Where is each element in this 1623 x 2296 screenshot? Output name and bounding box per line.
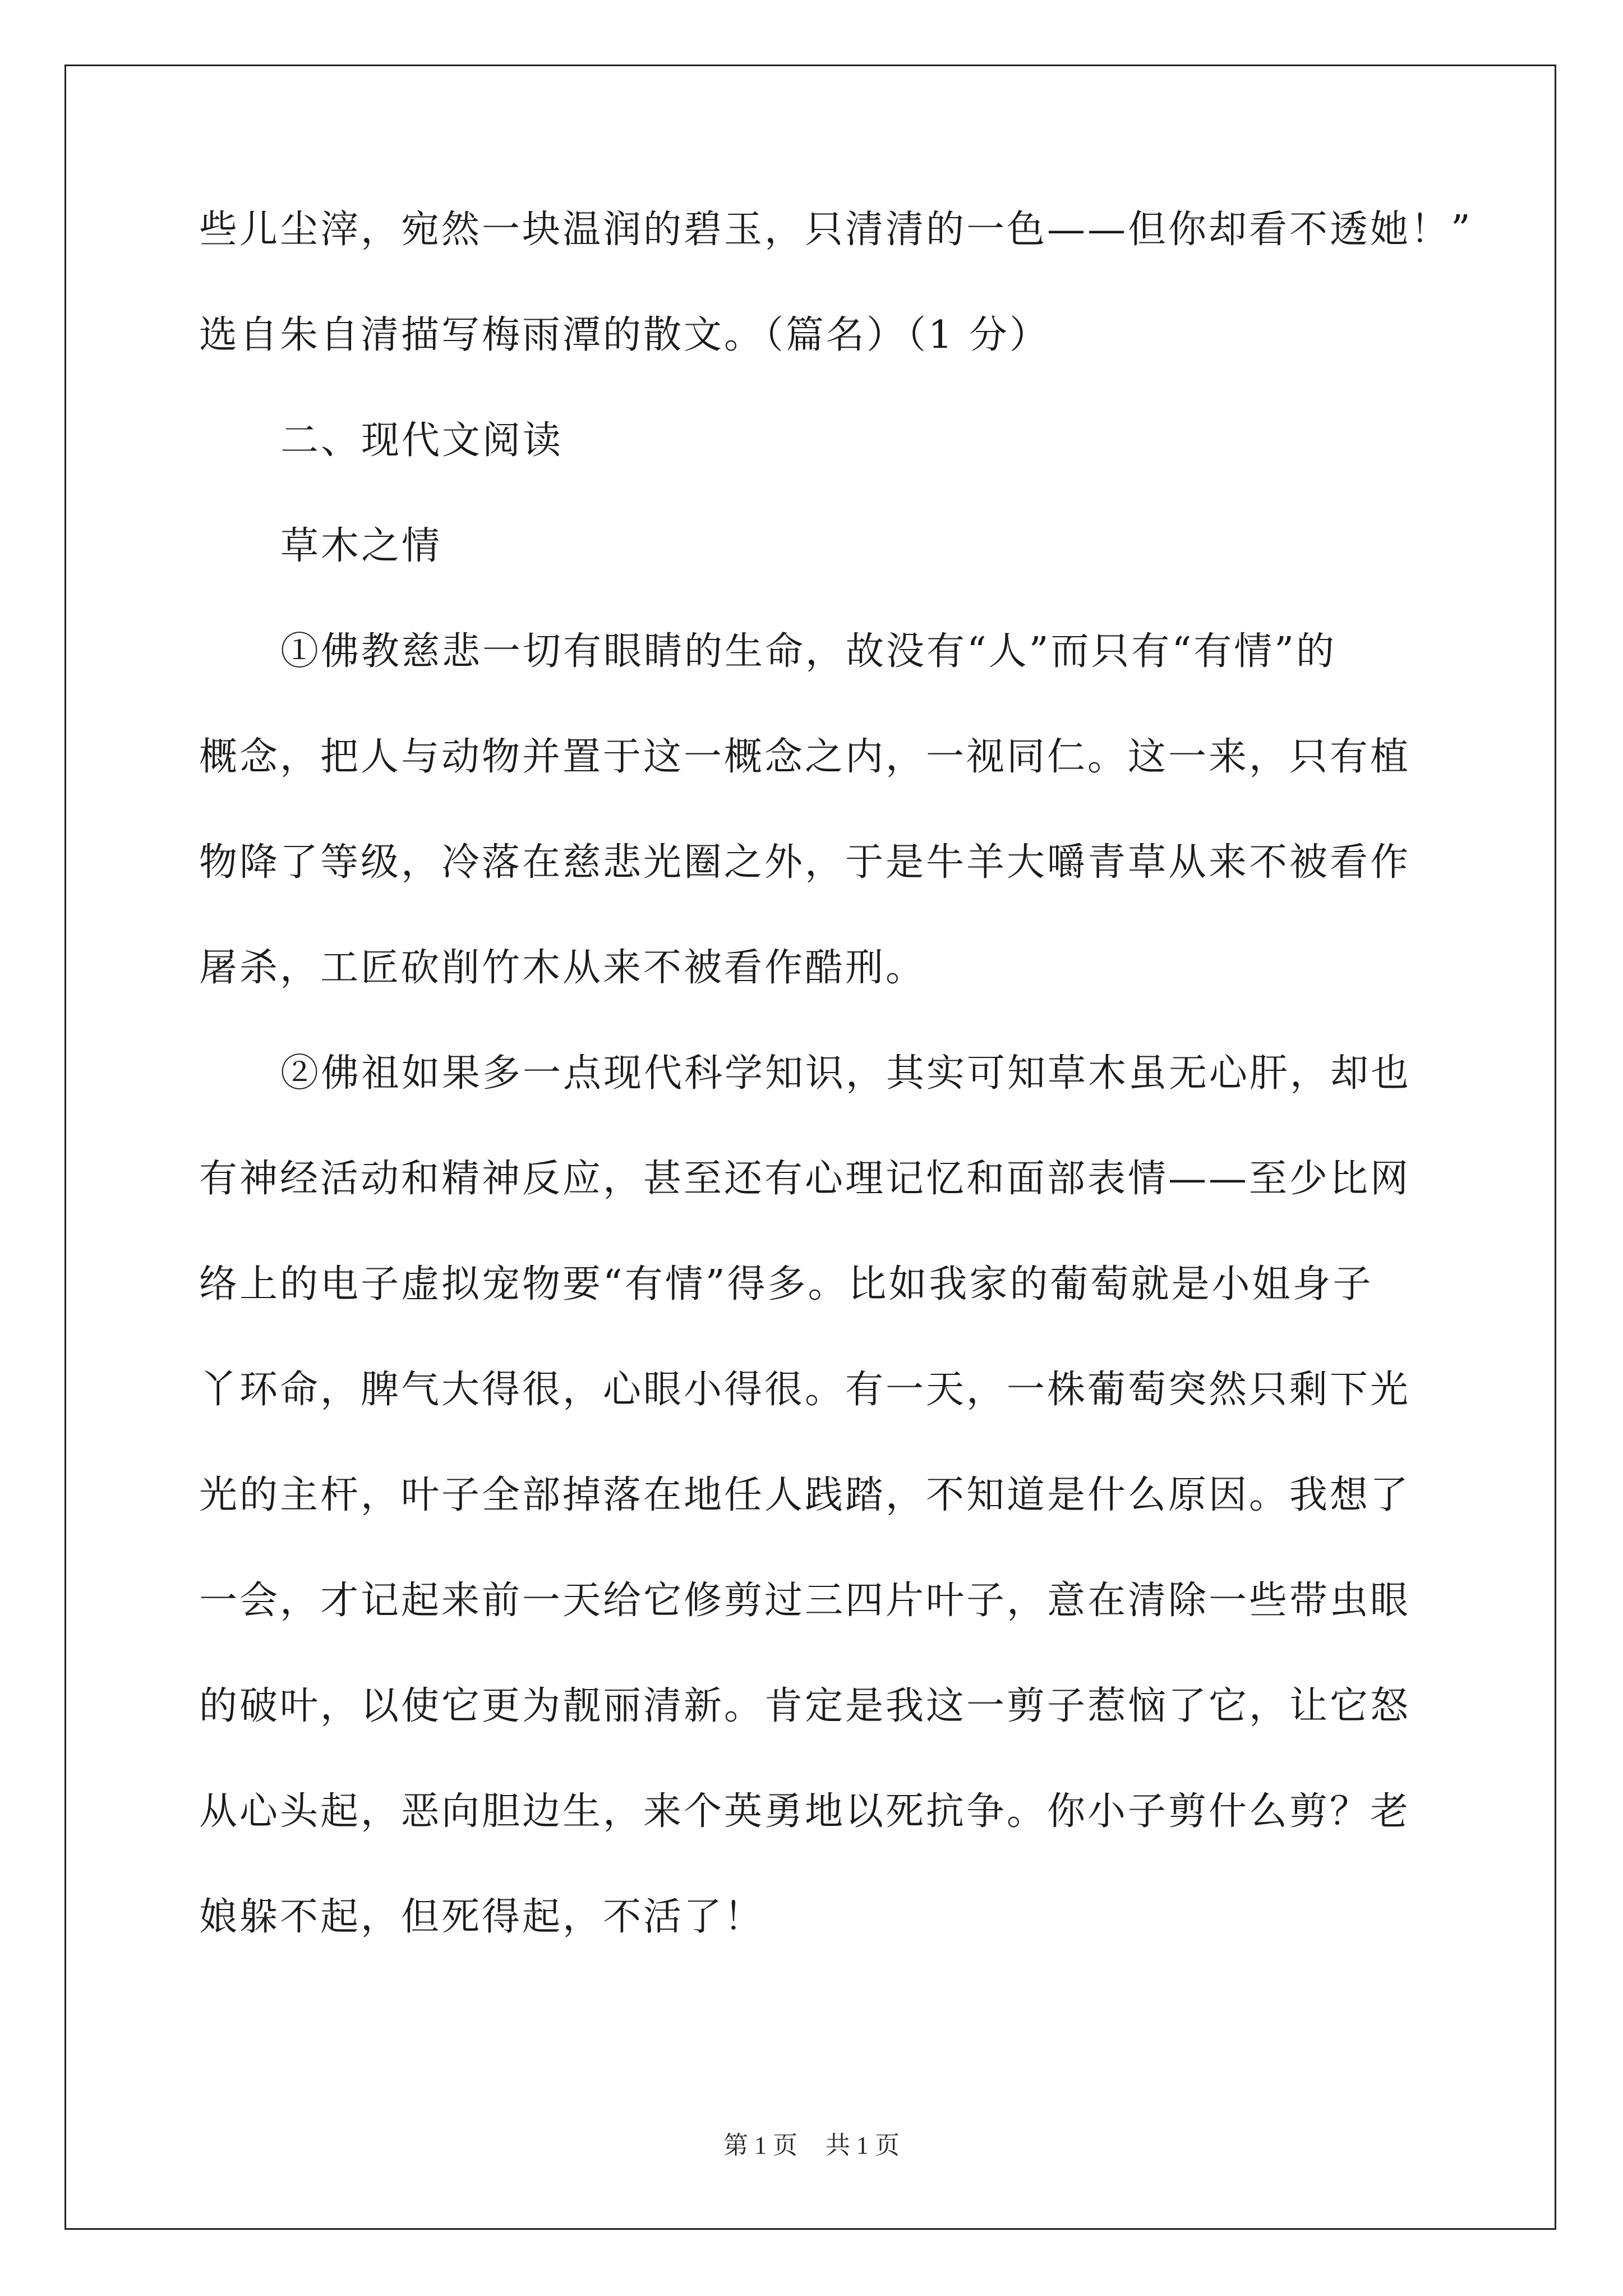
paragraph-2-line: 丫环命，脾气大得很，心眼小得很。有一天，一株葡萄突然只剩下光 — [199, 1368, 1411, 1412]
paragraph-2-line: 的破叶，以使它更为靓丽清新。肯定是我这一剪子惹恼了它，让它怒 — [199, 1684, 1411, 1728]
intro-line: 些儿尘滓，宛然一块温润的碧玉，只清清的一色——但你却看不透她！” — [199, 208, 1473, 252]
paragraph-2-line: 有神经活动和精神反应，甚至还有心理记忆和面部表情——至少比网 — [199, 1157, 1411, 1201]
paragraph-2-line: 络上的电子虚拟宠物要“有情”得多。比如我家的葡萄就是小姐身子 — [199, 1262, 1373, 1306]
page-footer — [0, 2125, 1623, 2161]
paragraph-1-line: ①佛教慈悲一切有眼睛的生命，故没有“人”而只有“有情”的 — [280, 629, 1337, 674]
paragraph-2-line: 娘躲不起，但死得起，不活了！ — [199, 1895, 765, 1939]
intro-line: 选自朱自清描写梅雨潭的散文。（篇名）（1 分） — [199, 313, 1050, 357]
paragraph-2-line: 光的主杆，叶子全部掉落在地任人践踏，不知道是什么原因。我想了 — [199, 1473, 1411, 1517]
page-number-total: 共 1 页 — [826, 2132, 900, 2159]
paragraph-1-line: 概念，把人与动物并置于这一概念之内，一视同仁。这一来，只有植 — [199, 735, 1411, 779]
paragraph-2-line: ②佛祖如果多一点现代科学知识，其实可知草木虽无心肝，却也 — [280, 1051, 1412, 1096]
paragraph-2-line: 从心头起，恶向胆边生，来个英勇地以死抗争。你小子剪什么剪？老 — [199, 1789, 1411, 1834]
article-title: 草木之情 — [280, 524, 442, 568]
document-body — [199, 202, 1473, 1995]
section-heading: 二、现代文阅读 — [280, 418, 564, 463]
page-number-current: 第 1 页 — [723, 2132, 797, 2159]
paragraph-1-line: 物降了等级，冷落在慈悲光圈之外，于是牛羊大嚼青草从来不被看作 — [199, 840, 1411, 885]
paragraph-1-line: 屠杀，工匠砍削竹木从来不被看作酷刑。 — [199, 946, 926, 990]
paragraph-2-line: 一会，才记起来前一天给它修剪过三四片叶子，意在清除一些带虫眼 — [199, 1579, 1411, 1623]
